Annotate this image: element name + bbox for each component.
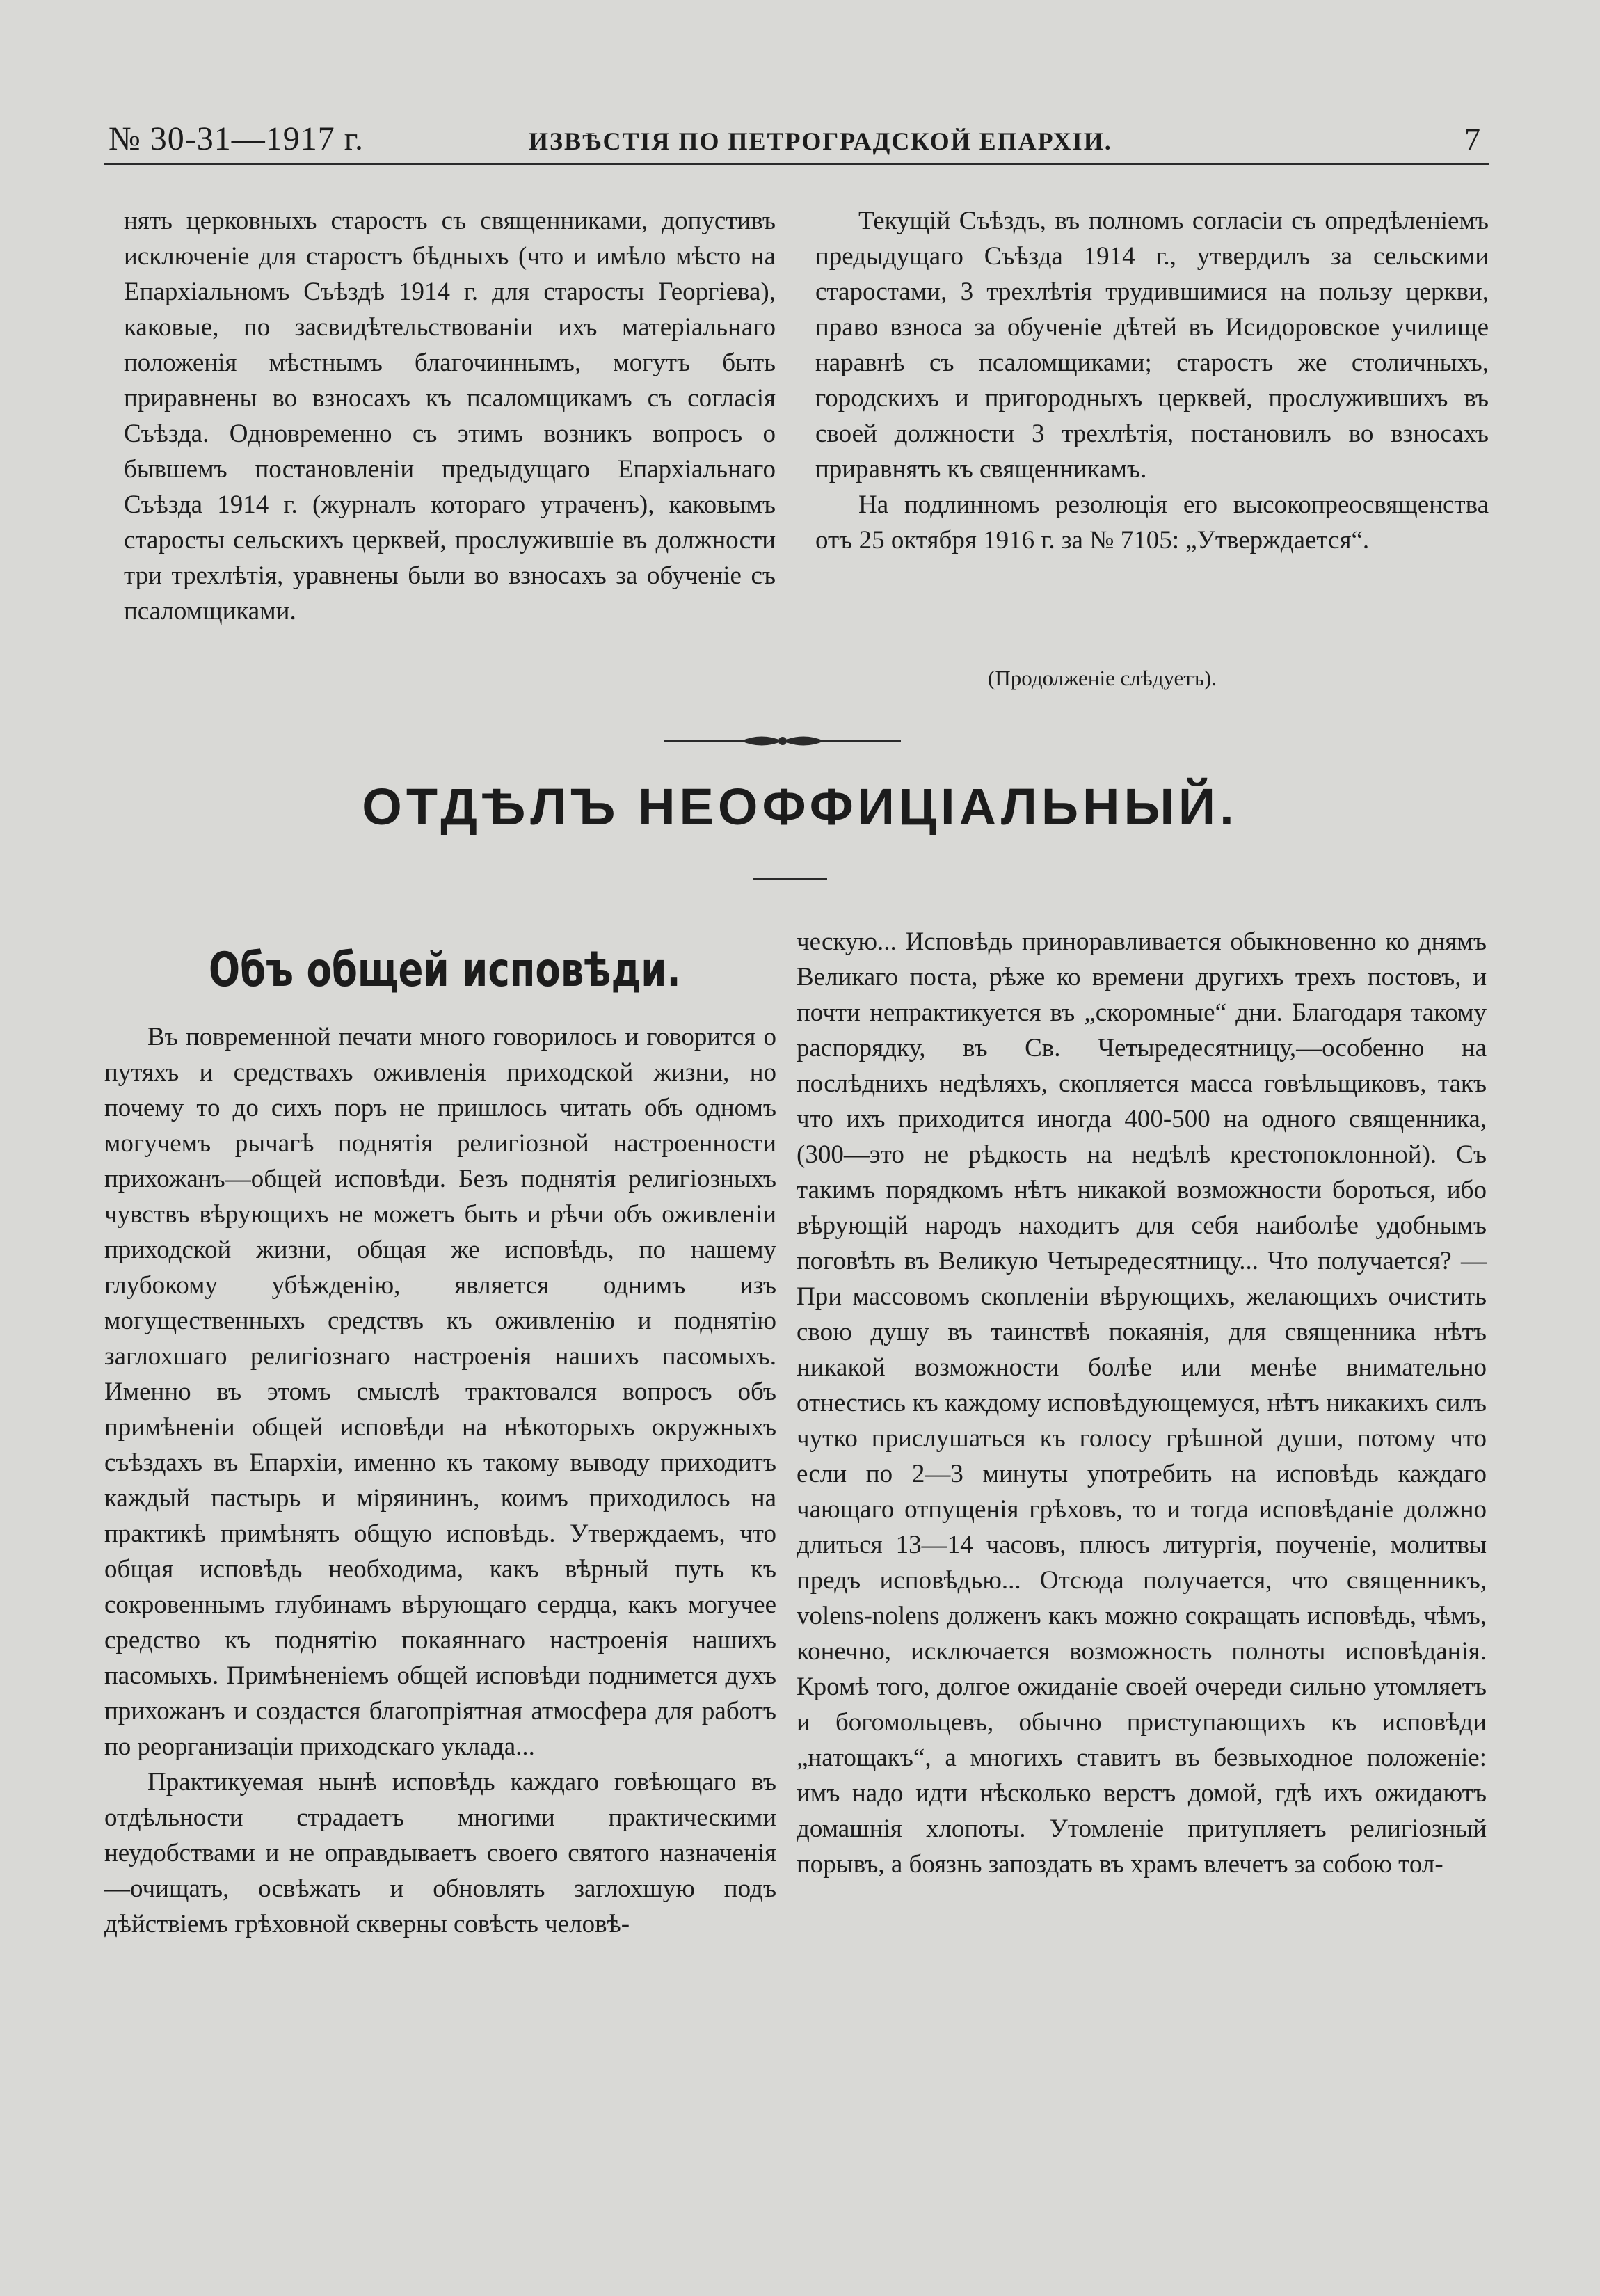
continuation-note: (Продолженіе слѣдуетъ). [988, 666, 1217, 690]
section-title: ОТДѢЛЪ НЕОФФИЦІАЛЬНЫЙ. [362, 778, 1238, 836]
paragraph: Текущій Съѣздъ, въ полномъ согласіи съ опредѣленіемъ предыдущаго Съѣзда 1914 г., утвердилъ за сельскими старостами, 3 трехлѣтія трудившимися на пользу церкви, право взноса за обученіе дѣтей въ Исидоровское училище наравнѣ съ псаломщиками; старостъ же столичныхъ, городскихъ и пригородныхъ церквей, прослужившихъ въ своей должности 3 трехлѣтія, постановилъ во взносахъ приравнять къ священникамъ. [815, 207, 1489, 484]
article-title: Объ общей исповѣди. [209, 943, 681, 998]
paragraph: Практикуемая нынѣ исповѣдь каждаго говѣющаго въ отдѣльности страдаетъ многими практическими неудобствами и не оправдываетъ своего святого назначенія—очищать, освѣжать и обновлять заглохшую подъ дѣйствіемъ грѣховной скверны совѣсть человѣ- [104, 1768, 776, 1938]
article-left-column [104, 1019, 776, 1942]
journal-title: ИЗВѢСТІЯ ПО ПЕТРОГРАДСКОЙ ЕПАРХІИ. [529, 127, 1112, 155]
paragraph: На подлинномъ резолюція его высокопреосвященства отъ 25 октября 1916 г. за № 7105: „Утверждается“. [815, 491, 1489, 555]
running-header [104, 117, 1489, 165]
paragraph: Въ повременной печати много говорилось и говорится о путяхъ и средствахъ оживленія приходской жизни, но почему то до сихъ поръ не пришлось читать объ одномъ могучемъ рычагѣ поднятія религіозной настроенности прихожанъ—общей исповѣди. Безъ поднятія религіозныхъ чувствъ вѣрующихъ не можетъ быть и рѣчи объ оживленіи приходской жизни, общая же исповѣдь, по нашему глубокому убѣжденію, является однимъ изъ могущественныхъ средствъ къ оживленію и поднятію заглохшаго религіознаго настроенія нашихъ пасомыхъ. Именно въ этомъ смыслѣ трактовался вопросъ объ примѣненіи общей исповѣди на нѣкоторыхъ окружныхъ съѣздахъ въ Епархіи, именно къ такому выводу приходитъ каждый пастырь и міряининъ, коимъ приходилось на практикѣ примѣнять общую исповѣдь. Утверждаемъ, что общая исповѣдь необходима, какъ вѣрный путь къ сокровеннымъ глубинамъ вѣрующаго сердца, какъ могучее средство къ поднятію покаяннаго настроенія нашихъ пасомыхъ. Примѣненіемъ общей исповѣди поднимется духъ прихожанъ и создастся благопріятная атмосфера для работъ по реорганизаціи приходскаго уклада... [104, 1023, 776, 1761]
divider [753, 878, 827, 880]
ornament-divider-icon [664, 731, 901, 751]
issue-number: № 30-31—1917 г. [109, 120, 365, 157]
paragraph: ческую... Исповѣдь приноравливается обыкновенно ко днямъ Великаго поста, рѣже ко времени другихъ трехъ постовъ, и почти непрактикуется въ „скоромные“ дни. Благодаря такому распорядку, въ Св. Четыредесятницу,—особенно на послѣднихъ недѣляхъ, скопляется масса говѣльщиковъ, такъ что ихъ приходится иногда 400-500 на одного священника, (300—это не рѣдкость на недѣлѣ крестопоклонной). Съ такимъ порядкомъ нѣтъ никакой возможности бороться, ибо вѣрующій народъ находитъ для себя наиболѣе удобнымъ поговѣть въ Великую Четыредесятницу... Что получается? — При массовомъ скопленіи вѣрующихъ, желающихъ очистить свою душу въ таинствѣ покаянія, для священника нѣтъ никакой возможности болѣе или менѣе внимательно отнестись къ каждому исповѣдующемуся, нѣтъ никакихъ силъ чутко прислушаться къ голосу грѣшной души, потому что если по 2—3 минуты употребить на исповѣдь каждаго чающаго отпущенія грѣховъ, то и тогда исповѣданіе должно длиться 13—14 часовъ, плюсъ литургія, поученіе, молитвы предъ исповѣдью... Отсюда получается, что священникъ, volens-nolens долженъ какъ можно сокращать исповѣдь, чѣмъ, конечно, исключается возможность полноты исповѣданія. Кромѣ того, долгое ожиданіе своей очереди сильно утомляетъ и богомольцевъ, обычно приступающихъ къ исповѣди „натощакъ“, а многихъ ставитъ въ безвыходное положеніе: имъ надо идти нѣсколько верстъ домой, гдѣ ихъ ожидаютъ домашнія хлопоты. Утомленіе притупляетъ религіозный порывъ, а боязнь запоздать въ храмъ влечетъ за собою тол- [797, 927, 1487, 1879]
top-left-column [124, 203, 776, 629]
paragraph: нять церковныхъ старостъ съ священниками, допустивъ исключеніе для старостъ бѣдныхъ (что и имѣло мѣсто на Епархіальномъ Съѣздѣ 1914 г. для старосты Георгіева), каковые, по засвидѣтельствованіи ихъ матеріальнаго положенія мѣстнымъ благочиннымъ, могутъ быть приравнены во взносахъ къ псаломщикамъ съ согласія Съѣзда. Одновременно съ этимъ возникъ вопросъ о бывшемъ постановленіи предыдущаго Епархіальнаго Съѣзда 1914 г. (журналъ котораго утраченъ), каковымъ старосты сельскихъ церквей, прослужившіе въ должности три трехлѣтія, уравнены были во взносахъ за обученіе съ псаломщиками. [124, 207, 776, 625]
top-right-column [815, 203, 1489, 558]
page-number: 7 [1464, 122, 1480, 157]
article-right-column [797, 924, 1487, 1882]
